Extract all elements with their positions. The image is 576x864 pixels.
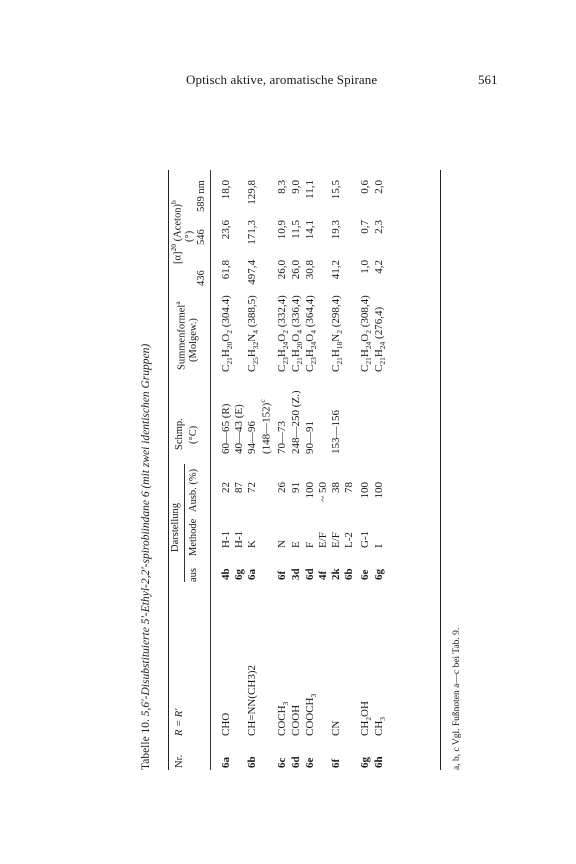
row-methode: K [246, 540, 258, 548]
row-formula: $C_{21}H_{18}N_2$ (298,4) [330, 295, 345, 372]
row-rotation-436: 41,2 [330, 260, 342, 280]
row-ausb: 26 [276, 482, 288, 493]
row-nr: 6e [304, 757, 316, 768]
row-schmp: 248—250 (Z.) [290, 390, 302, 454]
row-ausb: 91 [290, 482, 302, 493]
row-aus: 6d [304, 568, 316, 580]
row-substituent: $CH_2OH$ [359, 701, 374, 736]
row-rotation-436: 1,0 [359, 260, 371, 274]
row-schmp: 40—43 (E) [233, 404, 245, 454]
header-wl-589: 589 nm [196, 180, 207, 212]
row-formula: $C_{25}H_{32}N_4$ (388,5) [246, 295, 261, 372]
row-aus: 3d [290, 568, 302, 580]
row-rotation-589: 15,5 [330, 180, 342, 200]
row-substituent: $COOCH_3$ [304, 693, 319, 736]
header-darstellung: Darstellung [170, 503, 181, 552]
row-methode: N [276, 540, 288, 548]
rotated-table [140, 170, 500, 770]
table-footnote: a, b, c Vgl. Fußnoten a—c bei Tab. 9. [452, 627, 462, 770]
table-caption [140, 170, 153, 770]
page-number: 561 [478, 72, 498, 87]
row-rotation-436: 61,8 [220, 260, 232, 280]
row-nr: 6c [276, 757, 288, 768]
row-rotation-436: 26,0 [276, 260, 288, 280]
row-methode: E/F [317, 532, 329, 548]
row-schmp: 70—73 [276, 421, 288, 454]
header-summenformel: Summenformel$^a$ [173, 301, 188, 370]
row-methode: L-2 [343, 532, 355, 548]
row-ausb: 72 [246, 482, 258, 493]
row-substituent: COOH [290, 704, 302, 736]
row-substituent: CHO [220, 712, 232, 736]
row-formula: $C_{21}H_{20}O_2$ (304.4) [220, 295, 235, 372]
row-formula: $C_{21}H_{20}O_4$ (336,4) [290, 295, 305, 372]
header-methode: Methode [188, 518, 199, 556]
row-substituent: CH=NN(CH3)2 [246, 665, 258, 736]
row-nr: 6g [359, 757, 371, 768]
row-rotation-546: 0,7 [359, 220, 371, 234]
row-rotation-436: 497,4 [246, 260, 258, 285]
header-rule [210, 170, 211, 770]
row-rotation-589: 129,8 [246, 180, 258, 205]
row-rotation-546: 171,3 [246, 220, 258, 245]
row-methode: H-1 [220, 530, 232, 548]
row-rotation-546: 10,9 [276, 220, 288, 240]
row-ausb: ~ 50 [317, 482, 329, 502]
row-ausb: 87 [233, 482, 245, 493]
row-methode: F [304, 541, 316, 548]
header-ausb: Ausb. (%) [188, 468, 199, 512]
row-nr: 6h [373, 756, 385, 768]
row-aus: 6g [373, 569, 385, 580]
row-nr: 6d [290, 756, 302, 768]
row-methode: E [290, 541, 302, 548]
darstellung-rule [184, 464, 185, 582]
row-schmp: 94—96 [246, 421, 258, 454]
row-ausb: 100 [304, 482, 316, 499]
row-schmp: 60—65 (R) [220, 403, 232, 454]
header-molgew: (Molgew.) [188, 318, 199, 362]
row-ausb: 100 [373, 482, 385, 499]
row-rotation-546: 19,3 [330, 220, 342, 240]
row-rotation-436: 30,8 [304, 260, 316, 280]
row-aus: 4f [317, 570, 329, 580]
row-substituent: CN [330, 720, 342, 736]
row-aus: 6f [276, 570, 288, 580]
header-r: R = R' [174, 708, 185, 736]
row-rotation-589: 11,1 [304, 180, 316, 199]
top-rule [168, 170, 169, 770]
row-ausb: 100 [359, 482, 371, 499]
row-substituent: $CH_3$ [373, 716, 388, 736]
header-alpha-unit: (°) [184, 230, 195, 242]
row-rotation-546: 23,6 [220, 220, 232, 240]
row-aus: 6b [343, 568, 355, 580]
row-methode: E/F [330, 532, 342, 548]
header-schmp: Schmp. [174, 418, 185, 450]
row-ausb: 22 [220, 482, 232, 493]
row-aus: 6a [246, 569, 258, 580]
row-methode: G-1 [359, 530, 371, 548]
running-head: Optisch aktive, aromatische Spirane [186, 72, 378, 87]
header-nr: Nr. [174, 754, 185, 768]
header-wl-436: 436 [196, 270, 207, 286]
row-aus: 4b [220, 568, 232, 580]
row-rotation-589: 9,0 [290, 180, 302, 194]
row-aus: 2k [330, 568, 342, 580]
row-formula: $C_{23}H_{24}O_4$ (364,4) [304, 295, 319, 372]
row-rotation-546: 11,5 [290, 220, 302, 239]
row-rotation-589: 18,0 [220, 180, 232, 200]
row-schmp: 90—91 [304, 421, 316, 454]
row-rotation-436: 26,0 [290, 260, 302, 280]
row-aus: 6e [359, 569, 371, 580]
header-wl-546: 546 [196, 229, 207, 245]
row-rotation-546: 2,3 [373, 220, 385, 234]
row-schmp: (148—152)$^c$ [258, 399, 273, 454]
row-nr: 6f [330, 758, 342, 768]
row-nr: 6b [246, 756, 258, 768]
row-formula: $C_{21}H_{24}$ (276,4) [373, 306, 388, 372]
header-schmp-unit: (°C) [188, 425, 199, 444]
row-ausb: 38 [330, 482, 342, 493]
caption-text: 5,6'-Disubstituierte 5'-Ethyl-2,2'-spirobiindane 6 (mit zwei identischen Gruppen) [140, 343, 152, 717]
header-alpha: $[\alpha]^{20}$ (Aceton)$^b$ [169, 200, 184, 264]
row-aus: 6g [233, 569, 245, 580]
row-methode: H-1 [233, 530, 245, 548]
row-ausb: 78 [343, 482, 355, 493]
row-formula: $C_{23}H_{24}O_2$ (332,4) [276, 295, 291, 372]
row-rotation-589: 2,0 [373, 180, 385, 194]
row-substituent: $COCH_3$ [276, 701, 291, 736]
row-nr: 6a [220, 757, 232, 768]
row-rotation-436: 4,2 [373, 260, 385, 274]
row-rotation-546: 14,1 [304, 220, 316, 240]
row-schmp: 153—156 [330, 410, 342, 454]
row-formula: $C_{21}H_{24}O_2$ (308,4) [359, 295, 374, 372]
row-rotation-589: 8,3 [276, 180, 288, 194]
row-rotation-589: 0,6 [359, 180, 371, 194]
header-aus: aus [188, 568, 199, 582]
bottom-rule [440, 170, 441, 770]
caption-label: Tabelle 10. [140, 719, 152, 770]
row-methode: I [373, 544, 385, 548]
